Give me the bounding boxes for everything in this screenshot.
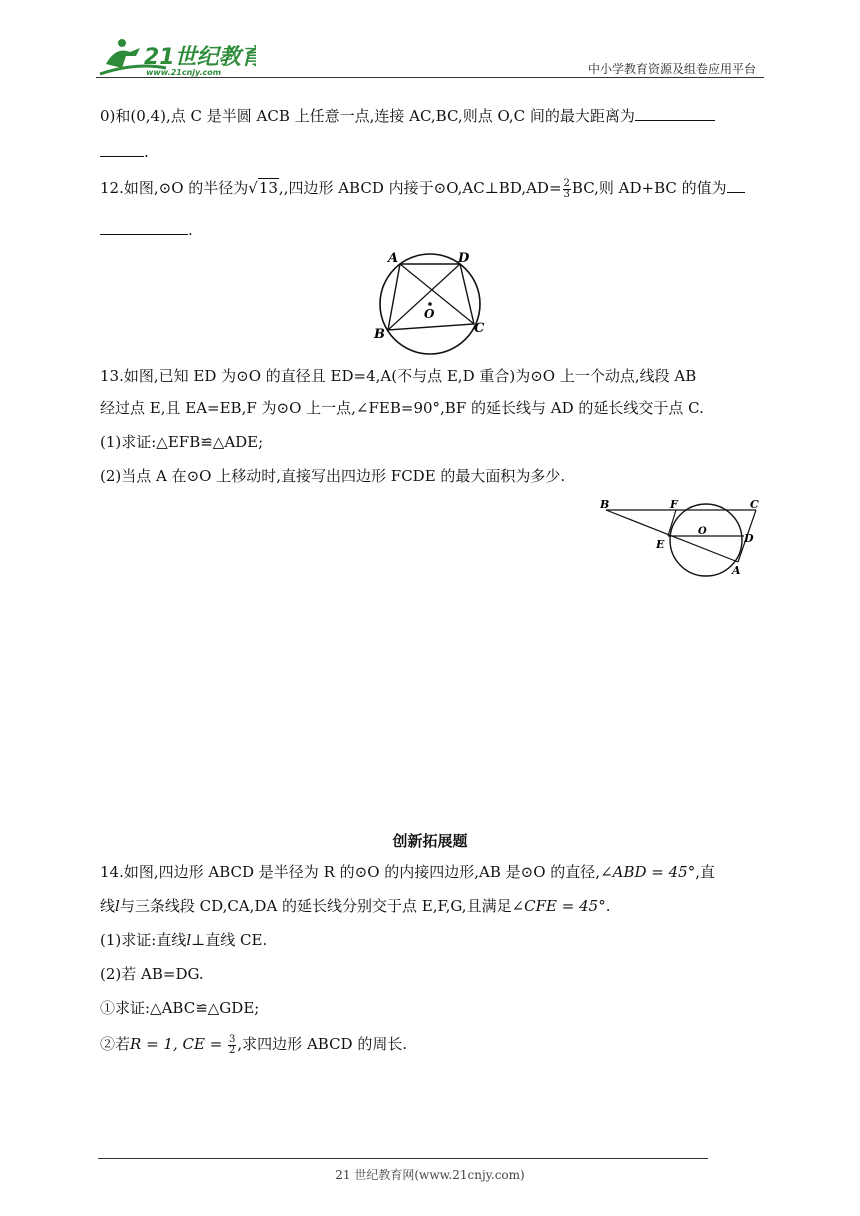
q12-prefix: 12.如图,⊙O 的半径为	[100, 179, 249, 197]
q13-label-e: E	[656, 538, 665, 551]
q13-part1: (1)求证:△EFB≌△ADE;	[100, 433, 264, 451]
q13-label-a: A	[732, 564, 741, 577]
q12-sqrt: √13	[248, 179, 278, 197]
header-divider	[96, 77, 764, 78]
q14-line-l: l	[115, 897, 120, 915]
section-title: 创新拓展题	[392, 832, 468, 850]
q12-frac-den: 3	[563, 188, 570, 200]
footer-divider	[98, 1158, 708, 1159]
q13-part2: (2)当点 A 在⊙O 上移动时,直接写出四边形 FCDE 的最大面积为多少.	[100, 467, 566, 485]
q14-sub2	[100, 1034, 407, 1056]
q13-label-f: F	[670, 498, 678, 511]
header-platform-text: 中小学教育资源及组卷应用平台	[587, 62, 756, 76]
q14-line2	[100, 896, 610, 916]
q11-line2	[100, 142, 149, 162]
q14-part1-head: (1)求证:直线	[100, 931, 187, 949]
q13-figure	[596, 496, 766, 580]
q14-part2: (2)若 AB=DG.	[100, 965, 204, 983]
q14-part1-tail: ⊥直线 CE.	[191, 931, 268, 949]
q13-line2: 经过点 E,且 EA=EB,F 为⊙O 上一点,∠FEB=90°,BF 的延长线与 AD 的延长线交于点 C.	[100, 399, 704, 417]
q14-frac-den: 2	[229, 1044, 236, 1056]
q12-label-d: D	[458, 251, 470, 266]
q14-line2-text: 与三条线段 CD,CA,DA 的延长线分别交于点 E,F,G,且满足	[119, 897, 512, 915]
logo-url: www.21cnjy.com	[146, 68, 222, 77]
q14-sub2-head: ②若	[100, 1035, 131, 1053]
q14-line2-head: 线	[100, 897, 116, 915]
q12-end: .	[188, 221, 193, 239]
q14-frac-num: 3	[229, 1033, 236, 1045]
q12-fraction	[563, 179, 571, 200]
q12-mid: ,,四边形 ABCD 内接于⊙O,AC⊥BD,AD=	[278, 179, 562, 197]
q11-line1	[100, 106, 715, 126]
q12-radicand: 13	[258, 179, 278, 197]
q13-line1: 13.如图,已知 ED 为⊙O 的直径且 ED=4,A(不与点 E,D 重合)为⊙O 上一个动点,线段 AB	[100, 367, 697, 385]
q11-answer-blank[interactable]	[635, 106, 715, 121]
q11-text: 0)和(0,4),点 C 是半圆 ACB 上任意一点,连接 AC,BC,则点 O,C 间的最大距离为	[100, 107, 635, 125]
q14-angle-cfe: ∠CFE = 45°	[511, 897, 606, 915]
q12-center-dot	[428, 302, 432, 306]
q12-diagonal-ac	[400, 264, 474, 324]
q14-part1-l: l	[186, 931, 192, 949]
q12-answer-blank[interactable]	[727, 178, 745, 193]
q12-label-o: O	[424, 307, 435, 321]
q13-label-b: B	[600, 498, 610, 511]
q14-line2-end: .	[605, 897, 611, 915]
q14-line1	[100, 862, 715, 882]
q14-line1-text: 14.如图,四边形 ABCD 是半径为 R 的⊙O 的内接四边形,AB 是⊙O 的直径,	[100, 863, 601, 881]
q12-line2	[100, 220, 193, 240]
q11-end: .	[144, 143, 149, 161]
footer-text: 21 世纪教育网(www.21cnjy.com)	[335, 1168, 525, 1182]
q14-sub2-math: R = 1, CE =	[130, 1035, 228, 1053]
q12-label-b: B	[374, 327, 385, 342]
site-logo	[96, 34, 256, 78]
q14-sub1: ①求证:△ABC≌△GDE;	[100, 999, 260, 1017]
q12-label-c: C	[474, 321, 485, 336]
q14-part1	[100, 930, 267, 950]
q13-label-o: O	[698, 526, 707, 537]
q14-sub2-tail: ,求四边形 ABCD 的周长.	[237, 1035, 408, 1053]
q14-line1-tail: ,直	[695, 863, 715, 881]
q14-angle-abd: ∠ABD = 45°	[600, 863, 696, 881]
q12-answer-blank-cont[interactable]	[100, 220, 188, 235]
q12-suffix: BC,则 AD+BC 的值为	[571, 179, 727, 197]
q13-label-c: C	[750, 498, 759, 511]
q14-fraction	[228, 1035, 236, 1056]
q12-line1	[100, 178, 745, 200]
q12-label-a: A	[388, 251, 399, 266]
q12-figure	[364, 244, 504, 360]
q12-frac-num: 2	[563, 177, 570, 189]
q11-answer-blank-cont[interactable]	[100, 142, 144, 157]
q13-label-d: D	[744, 532, 754, 545]
logo-text: 21世纪教育	[144, 45, 256, 70]
